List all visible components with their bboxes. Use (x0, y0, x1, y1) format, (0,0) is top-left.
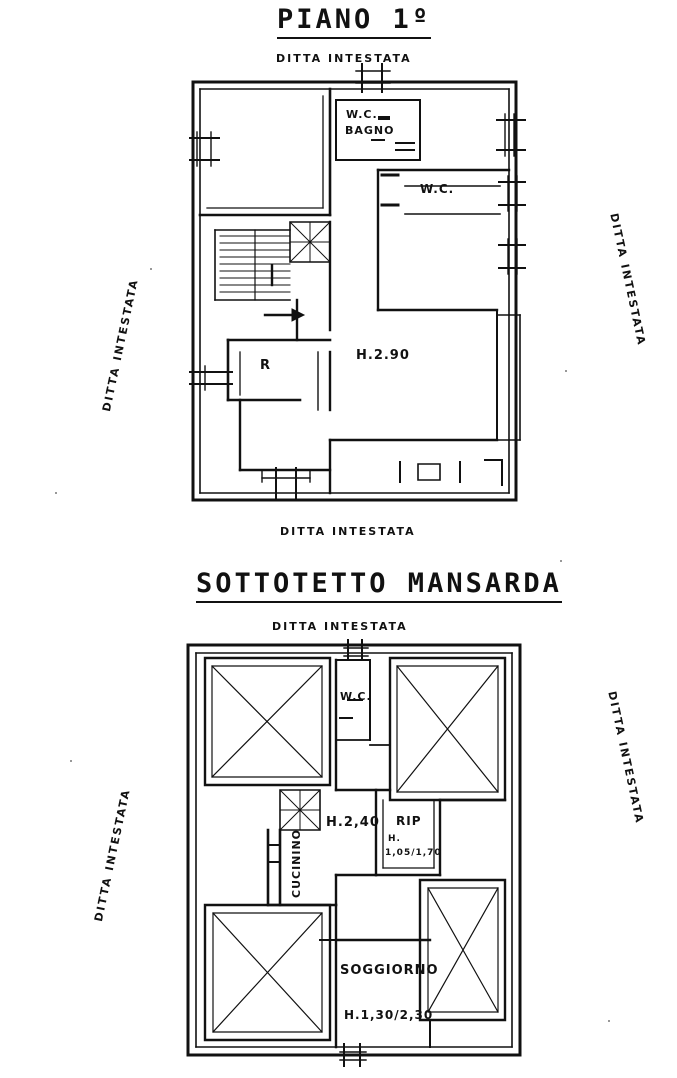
plan-lower-label-right: DITTA INTESTATA (605, 690, 647, 826)
room-label-rip-h: H. (388, 834, 401, 844)
room-label-height-lower: H.2,40 (326, 815, 380, 830)
scan-speck (608, 1020, 610, 1022)
scan-speck (55, 492, 57, 494)
scan-speck (70, 760, 72, 762)
room-label-cucinino: CUCININO (290, 828, 303, 898)
plan-lower-label-left: DITTA INTESTATA (92, 787, 133, 923)
plan-upper-label-left: DITTA INTESTATA (100, 277, 141, 413)
room-label-rip-height: 1,05/1,70 (385, 848, 442, 858)
plan-upper-label-right: DITTA INTESTATA (607, 212, 649, 348)
plan-upper-title: PIANO 1º (277, 4, 431, 39)
room-label-soggiorno-height: H.1,30/2,30 (344, 1008, 434, 1022)
room-label-wc-bagno-line1: W.C. (346, 108, 378, 121)
scan-speck (150, 268, 152, 270)
room-label-closet-upper: R (260, 358, 272, 373)
plan-upper-label-bottom: DITTA INTESTATA (280, 525, 416, 538)
plan-upper-label-top: DITTA INTESTATA (276, 52, 412, 65)
room-label-wc: W.C. (420, 182, 455, 196)
scan-speck (560, 560, 562, 562)
room-label-height-upper: H.2.90 (356, 348, 410, 363)
scan-speck (565, 370, 567, 372)
room-label-wc-lower: W.C. (340, 690, 372, 703)
room-label-soggiorno: SOGGIORNO (340, 963, 439, 978)
plan-lower-label-top: DITTA INTESTATA (272, 620, 408, 633)
plan-lower-title: SOTTOTETTO MANSARDA (196, 568, 562, 603)
room-label-wc-bagno-line2: BAGNO (345, 124, 395, 137)
room-label-rip: RIP (396, 814, 422, 828)
